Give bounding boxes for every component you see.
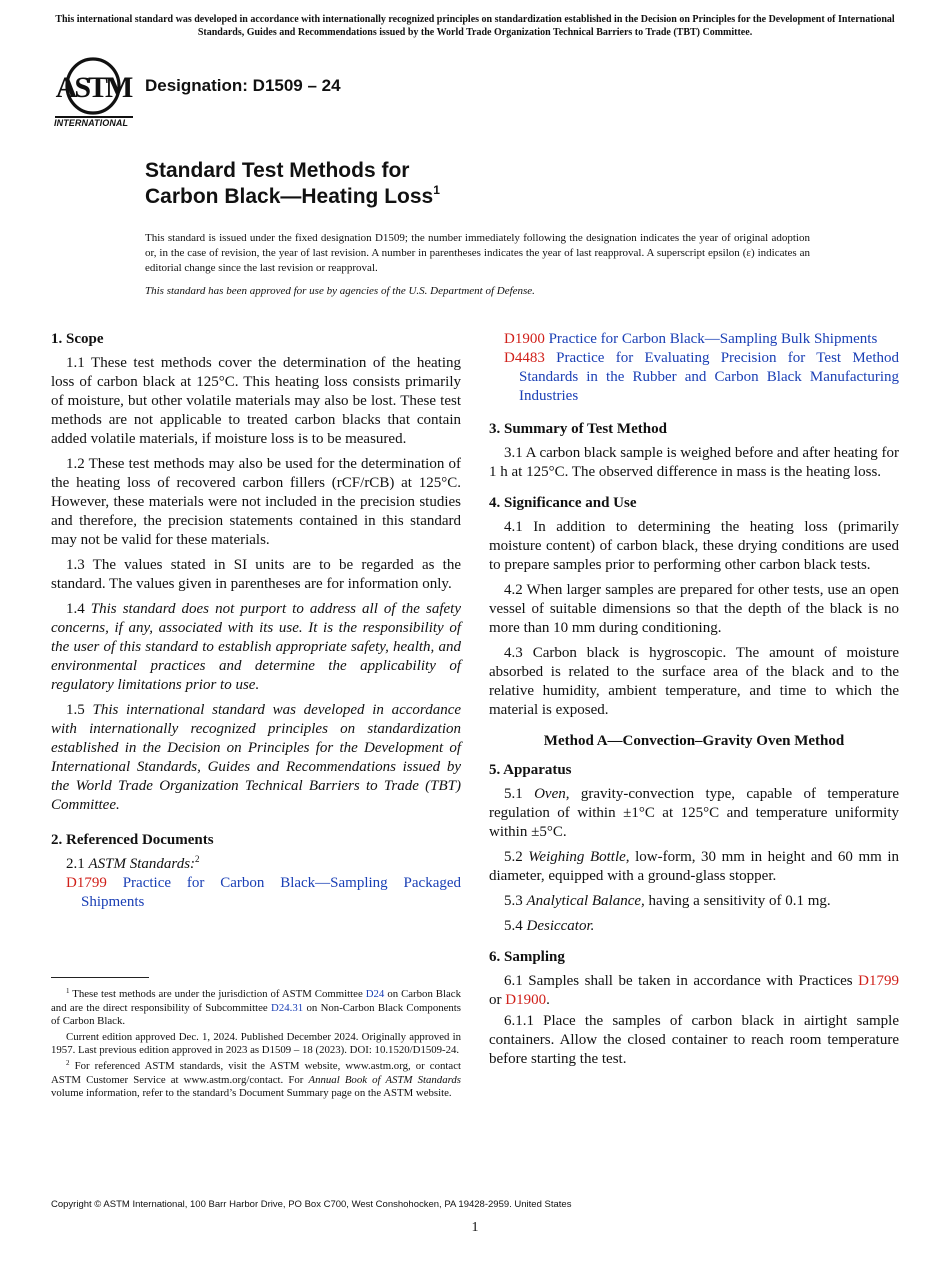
section-heading-significance: 4. Significance and Use [489, 495, 637, 511]
section-heading-referenced-documents: 2. Referenced Documents [51, 832, 214, 848]
paragraph-6-1: 6.1 Samples shall be taken in accordance with Practices D1799 or D1900. [489, 973, 900, 1008]
paragraph-4-1: 4.1 In addition to determining the heating loss (primarily moisture content) of carbon black, these drying conditions are used to prepare samples prior to performing other carbon black tests. [489, 519, 899, 573]
defense-note: This standard has been approved for use by agencies of the U.S. Department of Defense. [145, 285, 535, 297]
title-line-1: Standard Test Methods for [145, 159, 410, 182]
reference-code[interactable]: D4483 [504, 350, 545, 366]
title-footnote-ref[interactable]: 1 [433, 183, 440, 197]
paragraph-4-3: 4.3 Carbon black is hygroscopic. The amount of moisture absorbed is related to the surface area of the black and to the relative humidity, ambient temperature, and time to which the material is exposed. [489, 645, 899, 718]
reference-item[interactable] [489, 330, 899, 349]
paragraph-5-2: 5.2 Weighing Bottle, low-form, 30 mm in height and 60 mm in diameter, equipped with a ground-glass stopper. [489, 849, 899, 884]
footnote-1-edition: Current edition approved Dec. 1, 2024. Published December 2024. Originally approved in 1957. Last previous edition approved in 2023 as D1509 – 18 (2023). DOI: 10.1520/D1509-24. [51, 1030, 461, 1057]
paragraph-4-2: 4.2 When larger samples are prepared for other tests, use an open vessel of suitable dimensions so that the depth of the black is no more than 10 mm during conditioning. [489, 582, 899, 636]
section-heading-sampling: 6. Sampling [489, 949, 565, 965]
paragraph-2-1: 2.1 ASTM Standards:$^2$ [66, 854, 200, 872]
reference-title-link[interactable]: Practice for Carbon Black—Sampling Bulk Shipments [548, 331, 878, 347]
paragraph-1-3: 1.3 The values stated in SI units are to be regarded as the standard. The values given in parentheses are for information only. [51, 557, 461, 592]
footnotes [51, 988, 461, 1103]
reference-code[interactable]: D1900 [504, 331, 545, 347]
reference-link-d1900[interactable]: D1900 [505, 992, 547, 1008]
subcommittee-link[interactable]: D24.31 [271, 1001, 304, 1014]
paragraph-6-1-1: 6.1.1 Place the samples of carbon black in airtight sample containers. Allow the closed container to reach room temperature before starting the test. [489, 1013, 899, 1067]
page-number: 1 [471, 1220, 479, 1235]
left-column [51, 330, 461, 912]
paragraph-5-1: 5.1 Oven, gravity-convection type, capable of temperature regulation of within ±1°C at 125°C and temperature uniformity within ±5°C. [489, 786, 899, 840]
footnote-divider [51, 977, 149, 978]
paragraph-1-4: 1.4 This standard does not purport to address all of the safety concerns, if any, associated with its use. It is the responsibility of the user of this standard to establish appropriate safety, health, and environmental practices and determine the applicability of regulatory limitations prior to use. [51, 601, 461, 693]
page-title [145, 158, 440, 210]
reference-item[interactable] [51, 874, 461, 912]
method-a-heading: Method A—Convection–Gravity Oven Method [543, 733, 845, 749]
paragraph-1-2: 1.2 These test methods may also be used for the determination of the heating loss of recovered carbon fillers (rCF/rCB) at 125°C. However, these materials were not included in the precision studies and therefore, the precision statements contained in this standard may not be valid for these materials. [51, 456, 461, 548]
committee-link[interactable]: D24 [365, 988, 385, 1000]
reference-title-link[interactable]: Practice for Carbon Black—Sampling Packaged Shipments [81, 875, 462, 910]
section-heading-apparatus: 5. Apparatus [489, 762, 572, 778]
footnote-2: $^2$ For referenced ASTM standards, visit the ASTM website, www.astm.org, or contact ASTM Customer Service at www.astm.org/contact. For Annual Book of ASTM Standards volume information, refer to the standard’s Document Summary page on the ASTM website. [51, 1058, 461, 1100]
reference-code[interactable]: D1799 [66, 875, 107, 891]
standard-notice: This standard is issued under the fixed designation D1509; the number immediately following the designation indicates the year of original adoption or, in the case of revision, the year of last revision. A number in parentheses indicates the year of last reapproval. A superscript epsilon (ε) indicates an editorial change since the last revision or reapproval. [145, 232, 810, 274]
paragraph-1-1: 1.1 These test methods cover the determination of the heating loss of carbon black at 125°C. This heating loss consists primarily of moisture, but other volatile materials may also be lost. These test methods are not applicable to treated carbon blacks that contain added volatile materials, if moisture loss is to be measured. [51, 355, 461, 447]
paragraph-1-5: 1.5 This international standard was developed in accordance with internationally recognized principles on standardization established in the Decision on Principles for the Development of International Standards, Guides and Recommendations issued by the World Trade Organization Technical Barriers to Trade (TBT) Committee. [51, 702, 462, 813]
reference-title-link[interactable]: Practice for Evaluating Precision for Test Method Standards in the Rubber and Carbon Black Manufacturing Industries [519, 350, 900, 404]
paragraph-3-1: 3.1 A carbon black sample is weighed before and after heating for 1 h at 125°C. The observed difference in mass is the heating loss. [489, 445, 899, 480]
section-heading-summary: 3. Summary of Test Method [489, 421, 667, 437]
logo-text: INTERNATIONAL [54, 118, 129, 128]
footnote-ref-2[interactable]: 2 [195, 854, 200, 864]
title-line-2: Carbon Black—Heating Loss$^1$ [145, 183, 440, 208]
designation: Designation: D1509 – 24 [145, 76, 341, 95]
paragraph-5-4: 5.4 Desiccator. [504, 918, 595, 934]
section-heading-scope: 1. Scope [51, 331, 104, 347]
paragraph-5-3: 5.3 Analytical Balance, having a sensitivity of 0.1 mg. [504, 893, 831, 909]
right-column [489, 330, 899, 1075]
reference-link-d1799[interactable]: D1799 [858, 973, 900, 989]
copyright: Copyright © ASTM International, 100 Barr Harbor Drive, PO Box C700, West Conshohocken, PA 19428-2959. United States [51, 1199, 572, 1210]
footnote-1: $^1$ These test methods are under the jurisdiction of ASTM Committee D24 on Carbon Black and are the direct responsibility of Subcommittee D24.31 on Non-Carbon Black Components of Carbon Black. [51, 987, 462, 1028]
top-notice: This international standard was developed in accordance with internationally recognized principles on standardization established in the Decision on Principles for the Development of International Standards, Guides and Recommendations issued by the World Trade Organization Technical Barriers to Trade (TBT) Committee. [55, 14, 895, 38]
reference-item[interactable] [489, 349, 899, 406]
astm-logo-mark: ASTM [55, 71, 131, 104]
